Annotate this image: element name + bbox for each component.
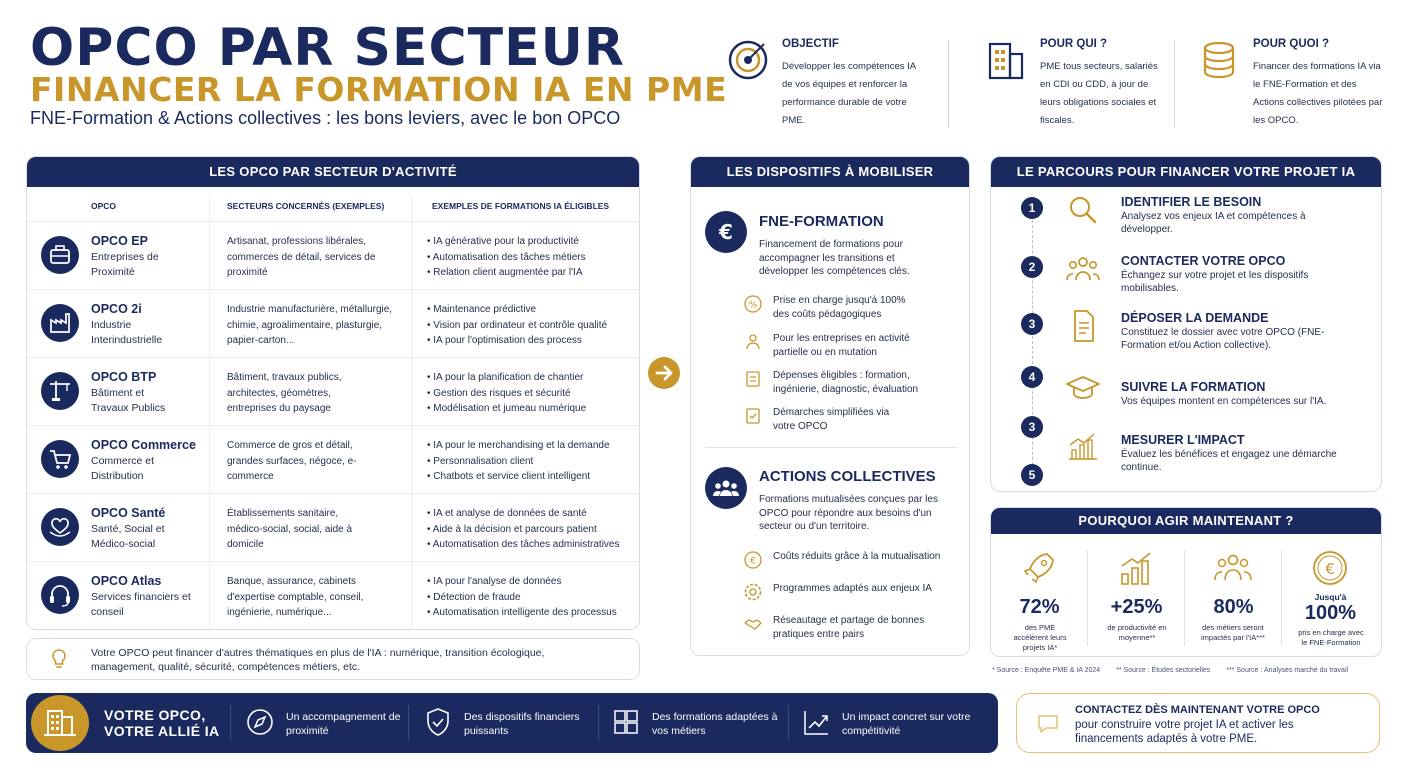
stat-card [1088,546,1185,656]
parcours-panel [990,156,1382,492]
opco-sub: Entreprises de Proximité [91,251,159,278]
compass-icon [246,707,274,737]
example-item: • IA pour le merchandising et la demande [427,440,610,451]
footer-item-text: Un accompagnement de proximité [286,711,401,737]
svg-text:%: % [748,300,758,311]
building-icon [984,38,1028,82]
step-number: 2 [1021,256,1043,278]
stat-card [1282,546,1379,656]
fne-item-text: Dépenses éligibles : formation, ingénierie, diagnostic, évaluation [773,370,919,395]
step-text: Constituez le dossier avec votre OPCO (FNE-Formation et/ou Action collective). [1121,327,1325,351]
cart-icon [41,440,79,478]
footer-item-text: Un impact concret sur votre compétitivité [842,711,971,737]
mortarboard-icon [1063,372,1103,406]
example-item: • Automatisation des tâches métiers [427,251,586,263]
example-item: • Chatbots et service client intelligent [427,471,591,482]
example-item: • Gestion des risques et sécurité [427,387,571,399]
opco-examples [427,574,640,621]
table-row [27,289,640,357]
rocket-icon [1019,548,1059,588]
crane-icon [41,372,79,410]
col-header-examples: EXEMPLES DE FORMATIONS IA ÉLIGIBLES [432,201,610,211]
cta-text: pour construire votre projet IA et activer les financements adaptés à votre PME. [1075,719,1294,745]
opco-name: OPCO EP [91,234,148,248]
stat-value: 72% [1019,596,1060,618]
stat-label: des métiers seront impactés par l'IA*** [1201,623,1265,642]
example-item: • Relation client augmentée par l'IA [427,267,583,278]
footer-title-line: VOTRE ALLIÉ IA [104,723,220,739]
parcours-step [991,256,1382,314]
parcours-step [991,313,1382,371]
opco-examples [427,506,640,553]
footer-title [104,707,220,739]
example-item: • Détection de fraude [427,591,521,603]
example-item: • IA générative pour la productivité [427,236,579,247]
opco-name: OPCO Atlas [91,574,162,588]
euro-coin-icon [1310,548,1350,588]
step-number: 1 [1021,197,1043,219]
fne-item-text: Pour les entreprises en activité partielle ou en mutation [773,333,910,358]
example-item: • IA pour l'analyse de données [427,576,562,587]
example-item: • Automatisation intelligente des processus [427,607,617,618]
opco-sub: Bâtiment et Travaux Publics [91,387,166,414]
opco-examples [427,438,640,485]
step-number: 3 [1021,416,1043,438]
svg-text:€: € [1325,560,1335,578]
info-note-text: Votre OPCO peut financer d'autres thématiques en plus de l'IA : numérique, transition écologique, management, qualité, sécurité, compétences métiers, etc. [91,647,545,673]
footer-banner [26,693,998,753]
dispositifs-title: LES DISPOSITIFS À MOBILISER [691,157,969,187]
actions-item-text: Réseautage et partage de bonnes pratiques entre pairs [773,615,925,640]
step-number: 4 [1021,366,1043,388]
example-item: • Maintenance prédictive [427,304,537,315]
example-item: • IA pour la planification de chantier [427,372,584,383]
opco-sectors: Bâtiment, travaux publics, architectes, géomètres, entreprises du paysage [227,372,342,414]
opco-sub: Services financiers et conseil [91,591,191,618]
actions-desc: Formations mutualisées conçues par les OPCO pour répondre aux besoins d'un secteur ou d'un territoire. [759,494,938,532]
group-people-icon [705,467,747,509]
opco-sub: Commerce et Distribution [91,455,155,482]
opco-sub: Industrie Interindustrielle [91,319,163,346]
growth-icon [802,707,830,737]
opco-examples [427,302,640,349]
step-text: Analysez vos enjeux IA et compétences à développer. [1121,211,1306,235]
step-text: Évaluez les bénéfices et engagez une démarche continue. [1121,449,1337,473]
source-item: ** Source : Études sectorielles [1116,667,1211,674]
example-item: • IA et analyse de données de santé [427,508,587,519]
col-header-opco: OPCO [91,201,117,211]
example-item: • Automatisation des tâches administratives [427,539,620,550]
pourquoi-title: POURQUOI AGIR MAINTENANT ? [991,508,1381,534]
opco-examples [427,370,640,417]
source-item: *** Source : Analyses marché du travail [1226,667,1349,674]
stat-prefix: Jusqu'à [1314,592,1347,602]
opco-sectors: Établissements sanitaire, médico-social, social, aide à domicile [227,508,353,550]
percent-icon [743,294,763,314]
parcours-title: LE PARCOURS POUR FINANCER VOTRE PROJET IA [991,157,1381,187]
actions-item-text: Programmes adaptés aux enjeux IA [773,583,932,594]
opco-sub: Santé, Social et Médico-social [91,523,165,550]
lightbulb-icon [47,647,71,671]
coins-icon [1197,38,1241,82]
footer-item-text: Des dispositifs financiers puissants [464,711,580,737]
handshake-icon [743,614,763,634]
fne-item-text: Démarches simplifiées via votre OPCO [773,407,890,432]
objectif-text: Développer les compétences IA de vos équipes et renforcer la performance durable de votre PME. [782,61,916,126]
step-title: CONTACTER VOTRE OPCO [1121,254,1286,268]
pour-quoi-title: POUR QUOI ? [1253,38,1330,50]
table-row [27,357,640,425]
objectif-box [726,38,926,134]
stat-value: 80% [1213,596,1254,618]
sources-footnote [992,667,1384,674]
opco-name: OPCO BTP [91,370,157,384]
bar-chart-icon [1116,548,1156,588]
step-number: 3 [1021,313,1043,335]
example-item: • Modélisation et jumeau numérique [427,403,587,414]
opco-sectors: Industrie manufacturière, métallurgie, chimie, agroalimentaire, plasturgie, papier-carton... [227,304,393,346]
example-item: • Personnalisation client [427,455,534,467]
page-title: OPCO PAR SECTEUR [30,18,625,78]
briefcase-icon [41,236,79,274]
svg-text:€: € [719,220,733,244]
opco-name: OPCO Santé [91,506,166,520]
document-icon [1063,309,1103,343]
checklist-icon [743,406,763,426]
opco-sectors: Commerce de gros et détail, grandes surfaces, négoce, e-commerce [227,440,357,482]
list-icon [743,369,763,389]
person-icon [743,332,763,352]
shield-icon [424,707,452,737]
step-title: MESURER L'IMPACT [1121,433,1245,447]
footer-title-line: VOTRE OPCO, [104,707,206,723]
pour-qui-title: POUR QUI ? [1040,38,1108,50]
stat-value: 100% [1304,602,1357,624]
pour-qui-box [984,38,1184,134]
svg-text:€: € [750,556,756,567]
page-tagline: FNE-Formation & Actions collectives : les bons leviers, avec le bon OPCO [30,108,621,128]
table-row [27,493,640,561]
step-text: Vos équipes montent en compétences sur l'IA. [1121,396,1327,407]
opco-name: OPCO 2i [91,302,142,316]
opco-examples [427,234,640,281]
parcours-step [991,464,1382,492]
col-header-sectors: SECTEURS CONCERNÉS (EXEMPLES) [227,201,385,211]
factory-icon [41,304,79,342]
arrow-right-icon [648,357,680,389]
dispositifs-panel [690,156,970,656]
chart-icon [1063,429,1103,463]
step-title: IDENTIFIER LE BESOIN [1121,195,1262,209]
example-item: • Aide à la décision et parcours patient [427,523,597,535]
people-icon [1063,252,1103,286]
actions-item-text: Coûts réduits grâce à la mutualisation [773,551,941,562]
objectif-title: OBJECTIF [782,38,839,50]
actions-title: ACTIONS COLLECTIVES [759,468,936,485]
opco-sectors: Artisanat, professions libérales, commerces de détail, services de proximité [227,236,376,278]
city-building-icon [31,695,89,751]
fne-item-text: Prise en charge jusqu'à 100% des coûts pédagogiques [773,295,906,320]
step-title: DÉPOSER LA DEMANDE [1121,311,1269,325]
table-row [27,561,640,629]
source-item: * Source : Enquête PME & IA 2024 [992,667,1101,674]
stat-label: des PME accélèrent leurs projets IA* [1013,623,1067,652]
stat-card [1185,546,1282,656]
opco-table-panel [26,156,640,630]
magnifier-icon [1063,193,1103,227]
step-title: SUIVRE LA FORMATION [1121,380,1266,394]
opco-sectors: Banque, assurance, cabinets d'expertise comptable, conseil, ingénierie, numérique... [227,576,364,618]
step-text: Échangez sur votre projet et les dispositifs mobilisables. [1121,270,1309,294]
stat-label: pris en charge avec le FNE-Formation [1298,628,1364,647]
example-item: • IA pour l'optimisation des process [427,335,582,346]
fne-title: FNE-FORMATION [759,213,884,230]
cta-title: CONTACTEZ DÈS MAINTENANT VOTRE OPCO [1075,704,1320,716]
group-icon [1213,548,1253,588]
footer-item-text: Des formations adaptées à vos métiers [652,711,778,737]
pour-qui-text: PME tous secteurs, salariés en CDI ou CDD, à jour de leurs obligations sociales et fiscales. [1040,61,1158,126]
gear-icon [743,582,763,602]
table-row [27,425,640,493]
example-item: • Vision par ordinateur et contrôle qualité [427,319,608,331]
stat-value: +25% [1110,596,1163,618]
pour-quoi-text: Financer des formations IA via le FNE-Formation et des Actions collectives pilotées par les OPCO. [1253,61,1383,126]
contact-cta[interactable] [1016,693,1380,753]
target-icon [726,38,770,82]
chat-bubble-icon [1035,711,1061,737]
opco-name: OPCO Commerce [91,438,196,452]
parcours-step [991,197,1382,255]
step-number: 5 [1021,464,1043,486]
page-subtitle-gold: FINANCER LA FORMATION IA EN PME [30,70,728,109]
fne-desc: Financement de formations pour accompagner les transitions et développer les compétences clés. [759,239,910,277]
headset-icon [41,576,79,614]
puzzle-icon [612,707,640,737]
stat-card [991,546,1088,656]
pourquoi-panel [990,507,1382,657]
euro-icon [705,211,747,253]
pour-quoi-box [1197,38,1397,134]
stat-label: de productivité en moyenne** [1107,623,1167,642]
opco-table-title: LES OPCO PAR SECTEUR D'ACTIVITÉ [27,157,639,187]
heart-hands-icon [41,508,79,546]
coin-icon [743,550,763,570]
table-row [27,221,640,289]
info-note [26,638,640,680]
